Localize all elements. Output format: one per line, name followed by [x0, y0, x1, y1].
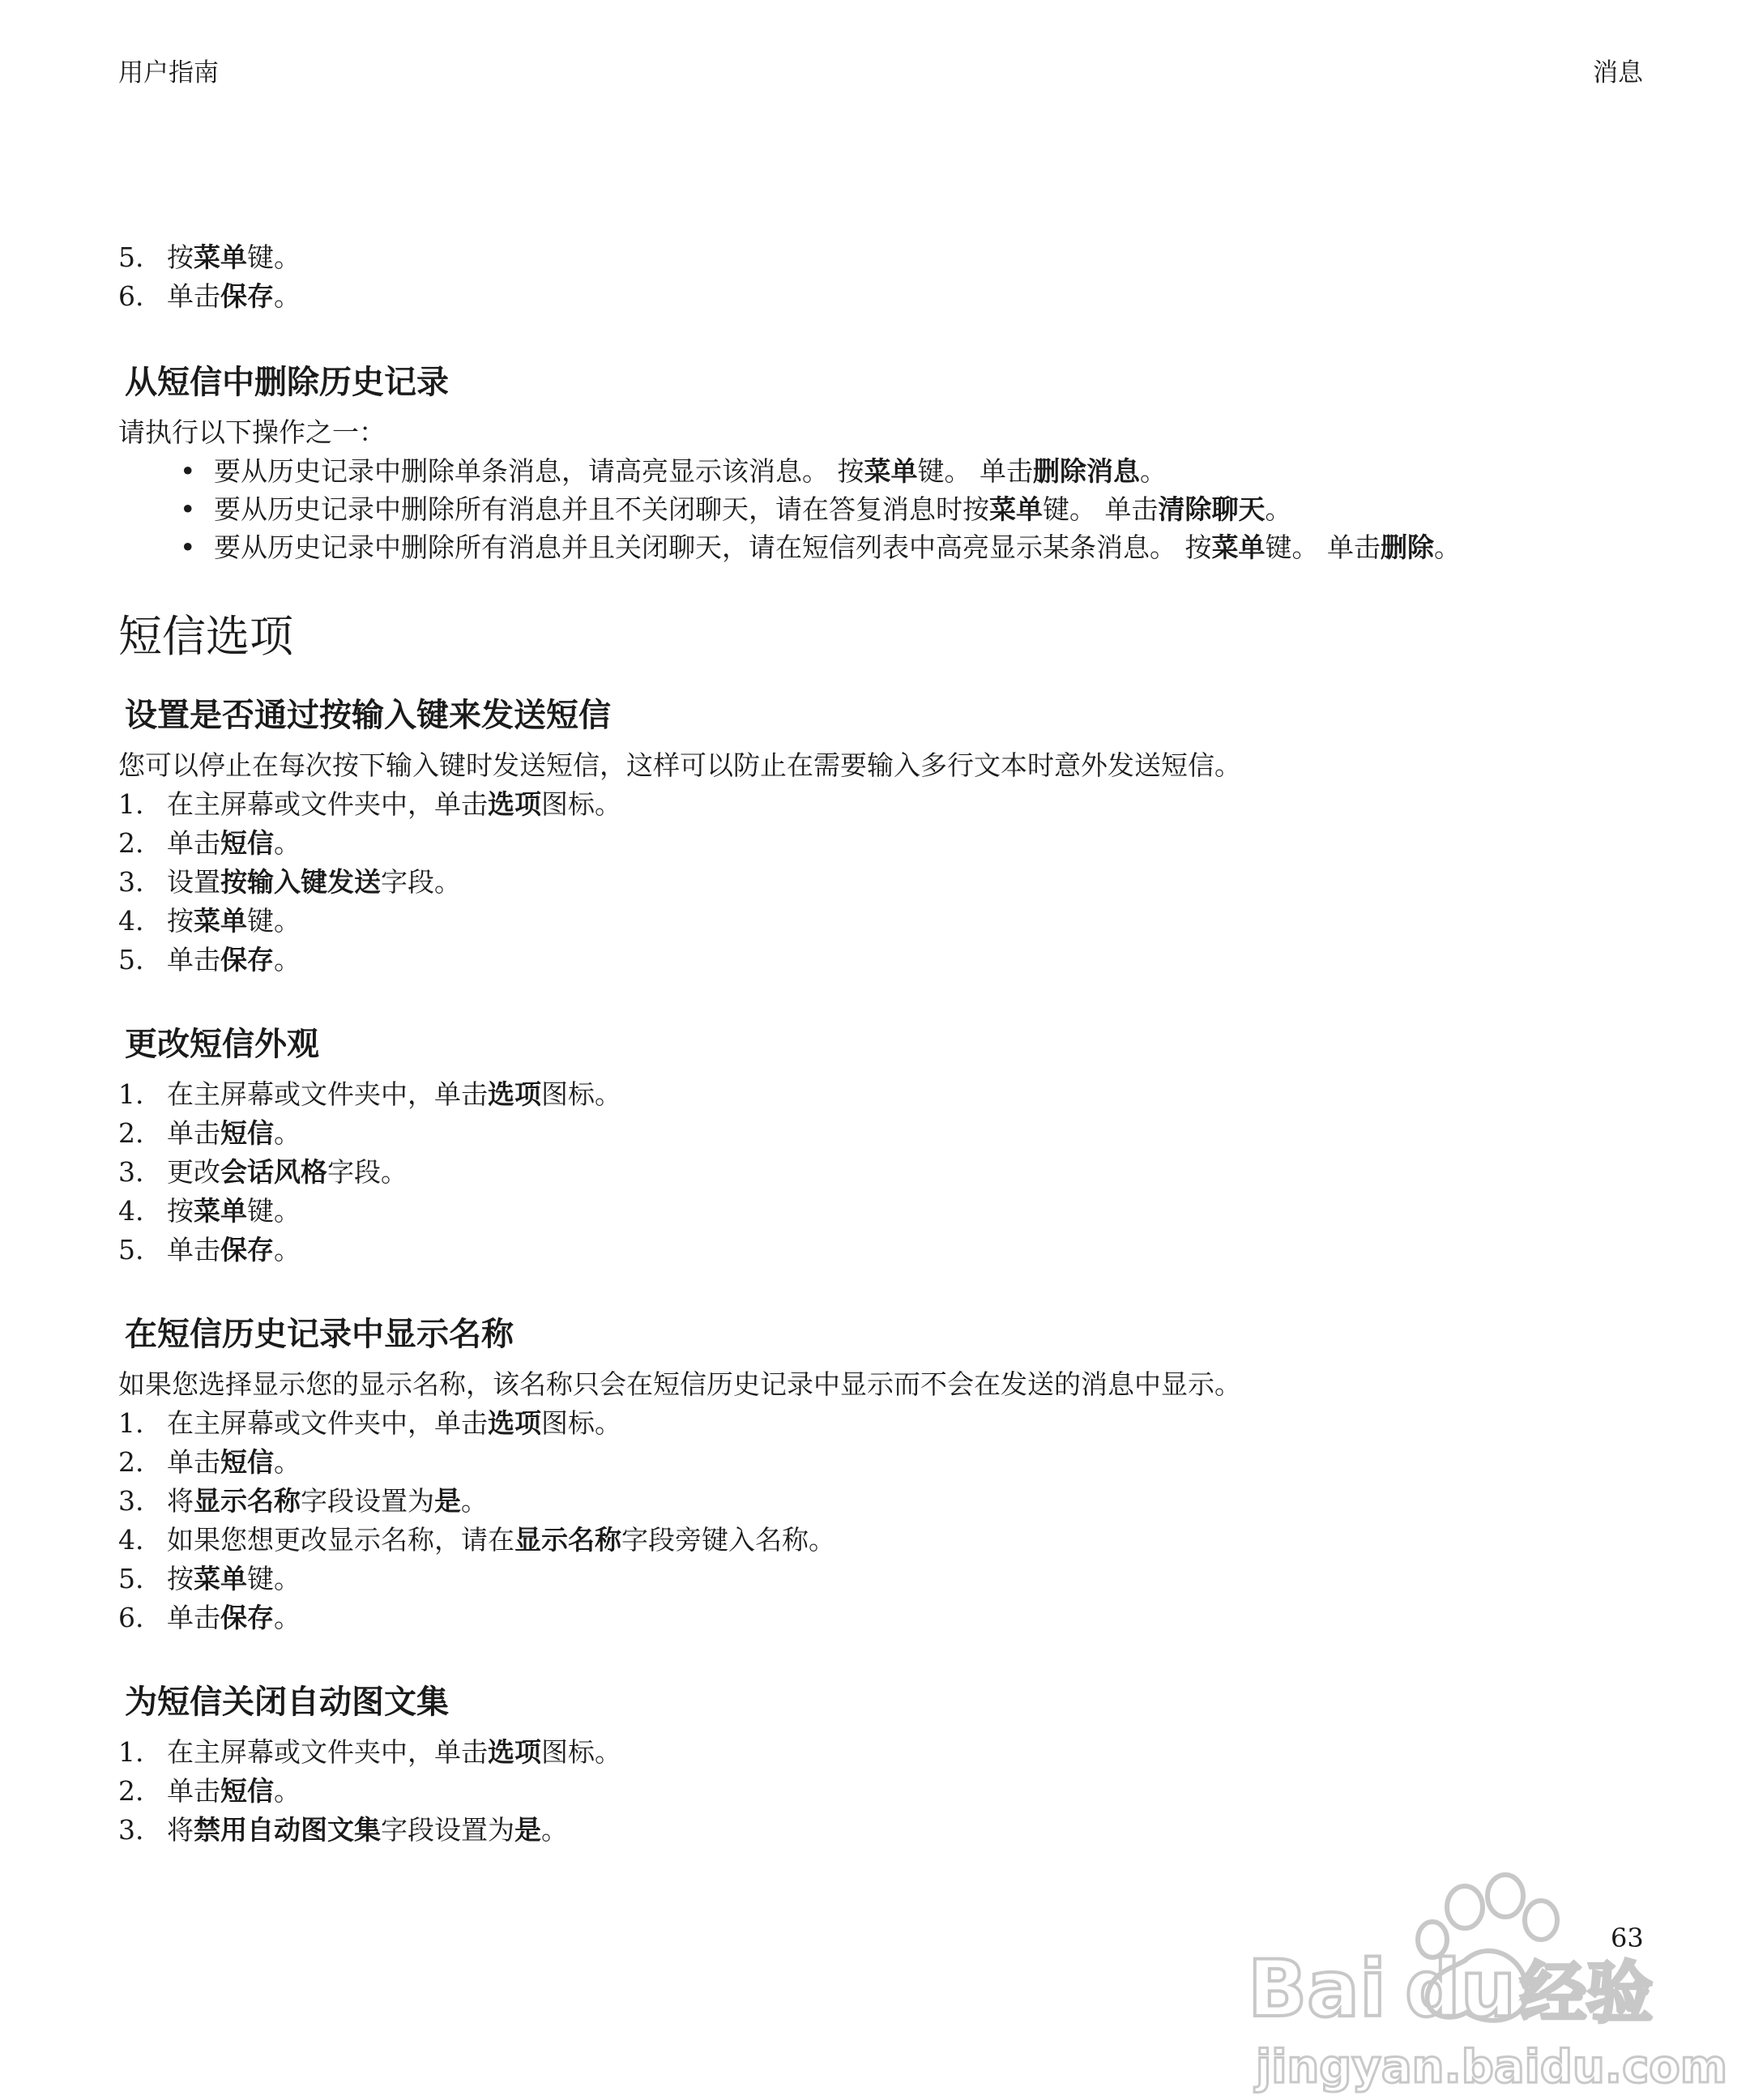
bullet-item: • 要从历史记录中删除单条消息，请高亮显示该消息。 按菜单键。 单击删除消息。 [118, 452, 1658, 490]
step-number: 5. [118, 944, 144, 975]
step-text: 将显示名称字段设置为是。 [167, 1485, 488, 1517]
bullet-dot: • [180, 455, 196, 487]
step-item [118, 785, 1658, 824]
step-item [118, 1192, 1658, 1231]
step-number: 6. [118, 280, 144, 312]
main-title-sms-options: 短信选项 [118, 611, 293, 662]
step-item [118, 277, 1658, 316]
step-number: 4. [118, 905, 144, 937]
section-title-enter-key: 设置是否通过按输入键来发送短信 [125, 697, 611, 734]
appearance-steps [118, 1075, 1658, 1270]
step-item [118, 824, 1658, 863]
step-item [118, 1153, 1658, 1192]
step-item [118, 1521, 1658, 1560]
step-item [118, 941, 1658, 980]
step-item [118, 1231, 1658, 1270]
baidu-jingyan-watermark-logo [1248, 1839, 1728, 2098]
display-name-steps [118, 1404, 1658, 1637]
step-number: 1. [118, 1736, 144, 1768]
step-number: 1. [118, 1078, 144, 1110]
svg-text:经验: 经验 [1520, 1955, 1654, 2032]
section-paragraph: 您可以停止在每次按下输入键时发送短信，这样可以防止在需要输入多行文本时意外发送短信。 [118, 749, 1241, 781]
enter-key-steps [118, 785, 1658, 980]
step-number: 2. [118, 1446, 144, 1478]
intro-steps [118, 238, 1658, 316]
page-header-left: 用户指南 [118, 58, 219, 88]
step-number: 5. [118, 1563, 144, 1594]
step-item [118, 1114, 1658, 1153]
step-item [118, 1733, 1658, 1772]
step-text: 在主屏幕或文件夹中，单击选项图标。 [167, 1078, 621, 1110]
page-content [118, 238, 1658, 1850]
bullet-item: • 要从历史记录中删除所有消息并且关闭聊天，请在短信列表中高亮显示某条消息。 按菜单键。 单击删除。 [118, 528, 1658, 566]
step-item [118, 1772, 1658, 1811]
step-text: 在主屏幕或文件夹中，单击选项图标。 [167, 1736, 621, 1768]
bullet-dot: • [180, 531, 196, 563]
step-item [118, 1598, 1658, 1637]
step-item [118, 238, 1658, 277]
bullet-dot: • [180, 493, 196, 525]
section-paragraph: 如果您选择显示您的显示名称，该名称只会在短信历史记录中显示而不会在发送的消息中显示。 [118, 1368, 1241, 1400]
auto-text-steps [118, 1733, 1658, 1850]
step-text: 在主屏幕或文件夹中，单击选项图标。 [167, 1407, 621, 1439]
step-item [118, 1075, 1658, 1114]
bullet-item: • 要从历史记录中删除所有消息并且不关闭聊天，请在答复消息时按菜单键。 单击清除聊天。 [118, 490, 1658, 528]
step-text: 单击短信。 [167, 827, 301, 859]
step-text: 更改会话风格字段。 [167, 1156, 408, 1188]
step-text: 单击短信。 [167, 1775, 301, 1807]
step-item [118, 902, 1658, 941]
step-number: 3. [118, 866, 144, 898]
svg-text:jingyan.baidu.com: jingyan.baidu.com [1256, 2041, 1728, 2094]
step-item [118, 863, 1658, 902]
step-number: 4. [118, 1195, 144, 1227]
step-number: 6. [118, 1602, 144, 1633]
step-item [118, 1560, 1658, 1598]
section-title-display-name: 在短信历史记录中显示名称 [125, 1316, 514, 1353]
step-number: 1. [118, 788, 144, 820]
step-number: 3. [118, 1485, 144, 1517]
step-number: 3. [118, 1814, 144, 1846]
step-text: 将禁用自动图文集字段设置为是。 [167, 1814, 568, 1846]
section-lead: 请执行以下操作之一： [118, 416, 386, 448]
delete-options-list [118, 452, 1658, 566]
page-number: 63 [1611, 1923, 1644, 1953]
step-text: 按菜单键。 [167, 905, 301, 937]
step-text: 单击保存。 [167, 944, 301, 975]
svg-text:du: du [1405, 1944, 1517, 2034]
step-text: 按菜单键。 [167, 1195, 301, 1227]
step-text: 如果您想更改显示名称，请在显示名称字段旁键入名称。 [167, 1524, 835, 1556]
section-title-auto-text: 为短信关闭自动图文集 [125, 1684, 449, 1721]
step-text: 单击保存。 [167, 1602, 301, 1633]
step-number: 4. [118, 1524, 144, 1556]
step-text: 按菜单键。 [167, 241, 301, 273]
step-number: 1. [118, 1407, 144, 1439]
section-title-delete-history: 从短信中删除历史记录 [125, 364, 449, 401]
step-text: 单击保存。 [167, 280, 301, 312]
step-number: 5. [118, 241, 144, 273]
step-number: 2. [118, 827, 144, 859]
step-item [118, 1443, 1658, 1482]
step-text: 单击短信。 [167, 1117, 301, 1149]
step-text: 设置按输入键发送字段。 [167, 866, 461, 898]
section-title-appearance: 更改短信外观 [125, 1026, 319, 1063]
step-number: 3. [118, 1156, 144, 1188]
step-number: 2. [118, 1775, 144, 1807]
step-item [118, 1404, 1658, 1443]
step-number: 2. [118, 1117, 144, 1149]
step-text: 在主屏幕或文件夹中，单击选项图标。 [167, 788, 621, 820]
step-text: 按菜单键。 [167, 1563, 301, 1594]
step-text: 单击短信。 [167, 1446, 301, 1478]
svg-text:Bai: Bai [1248, 1944, 1386, 2034]
page-header-right: 消息 [1593, 58, 1643, 88]
step-item [118, 1482, 1658, 1521]
step-text: 单击保存。 [167, 1234, 301, 1266]
step-number: 5. [118, 1234, 144, 1266]
